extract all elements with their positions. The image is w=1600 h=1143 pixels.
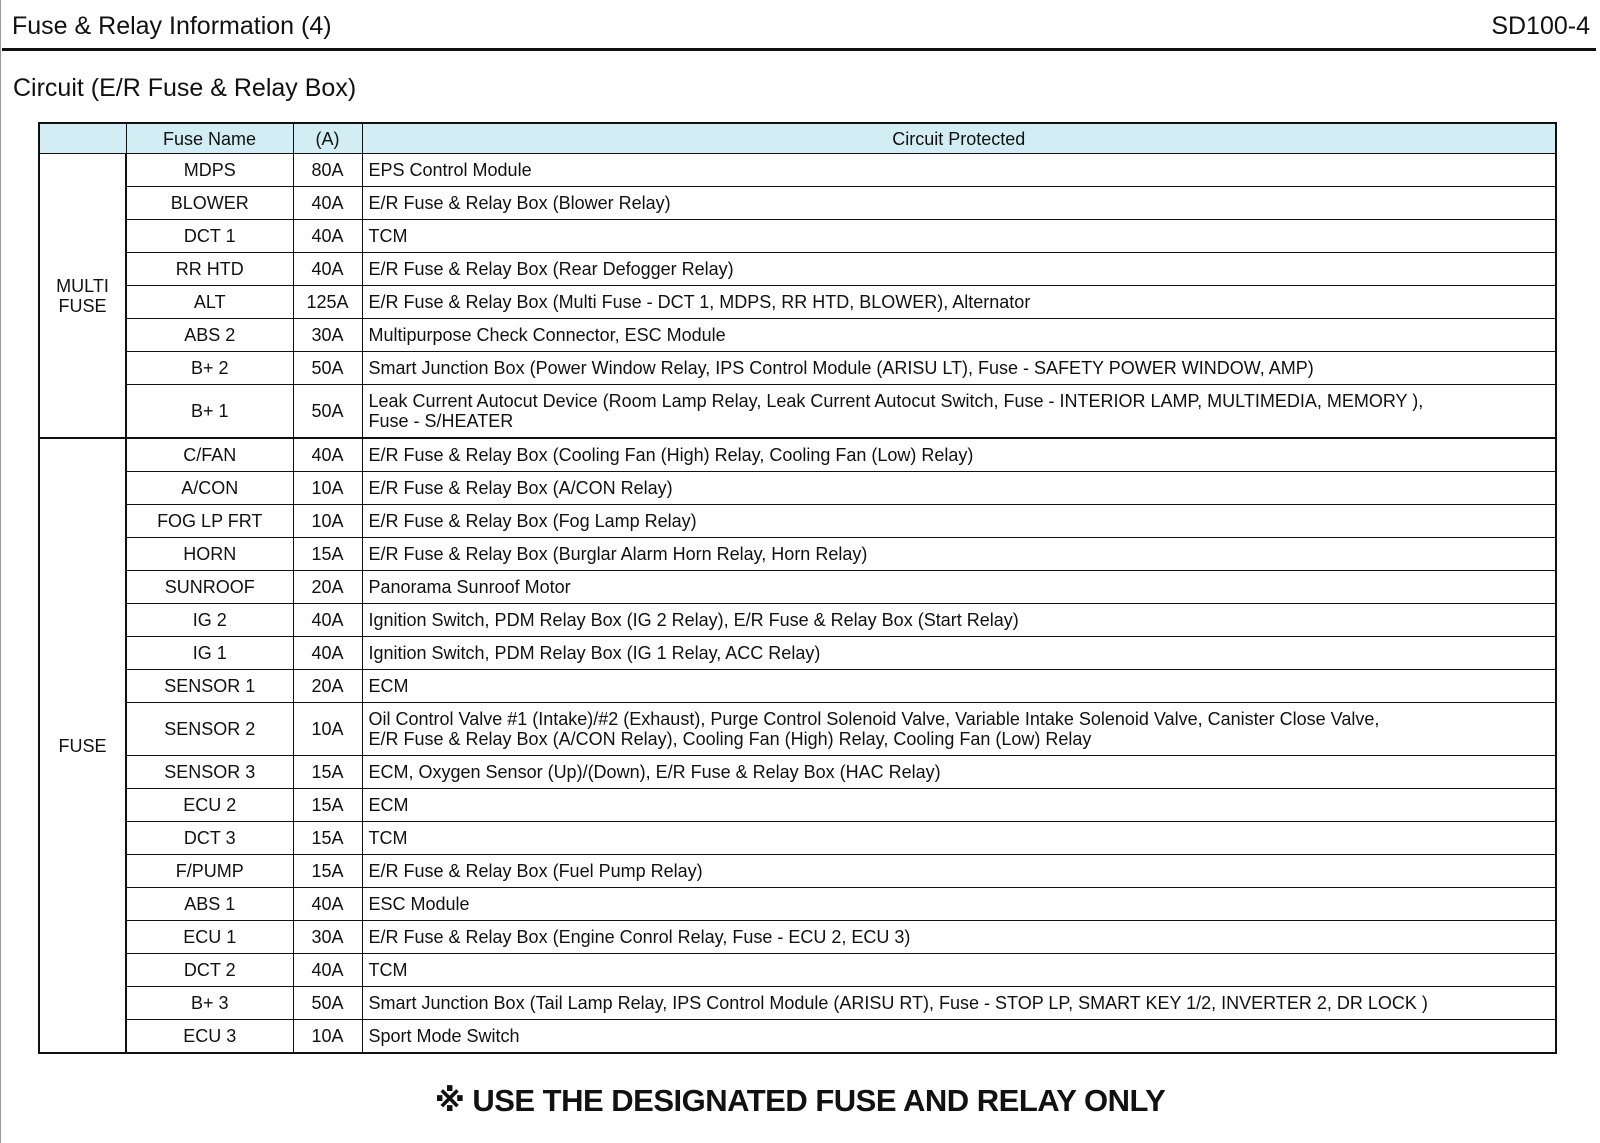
column-header-fuse-name: Fuse Name bbox=[126, 123, 293, 154]
circuit-protected-cell bbox=[362, 756, 1556, 789]
fuse-name-cell: C/FAN bbox=[126, 438, 293, 472]
amperage-cell: 10A bbox=[293, 505, 362, 538]
amperage-cell: 15A bbox=[293, 538, 362, 571]
fuse-name-cell: ABS 2 bbox=[126, 319, 293, 352]
fuse-name-cell: ALT bbox=[126, 286, 293, 319]
circuit-line: Panorama Sunroof Motor bbox=[368, 577, 571, 597]
circuit-protected-cell bbox=[362, 220, 1556, 253]
circuit-protected-cell bbox=[362, 954, 1556, 987]
group-label-line: FUSE bbox=[58, 295, 107, 316]
circuit-protected-cell bbox=[362, 1020, 1556, 1054]
circuit-protected-cell bbox=[362, 352, 1556, 385]
amperage-cell: 40A bbox=[293, 438, 362, 472]
circuit-line: E/R Fuse & Relay Box (Fog Lamp Relay) bbox=[368, 511, 697, 531]
fuse-name-cell: DCT 1 bbox=[126, 220, 293, 253]
circuit-protected-cell bbox=[362, 472, 1556, 505]
amperage-cell: 20A bbox=[293, 571, 362, 604]
amperage-cell: 40A bbox=[293, 220, 362, 253]
table-row bbox=[39, 438, 1556, 472]
circuit-protected-cell bbox=[362, 438, 1556, 472]
table-row bbox=[39, 921, 1556, 954]
table-row bbox=[39, 756, 1556, 789]
circuit-protected-cell bbox=[362, 253, 1556, 286]
circuit-line: Ignition Switch, PDM Relay Box (IG 2 Relay), E/R Fuse & Relay Box (Start Relay) bbox=[368, 610, 1019, 630]
circuit-line: Ignition Switch, PDM Relay Box (IG 1 Relay, ACC Relay) bbox=[368, 643, 821, 663]
fuse-table-body bbox=[39, 154, 1556, 1054]
circuit-protected-cell bbox=[362, 822, 1556, 855]
circuit-line: EPS Control Module bbox=[368, 160, 532, 180]
amperage-cell: 10A bbox=[293, 472, 362, 505]
fuse-name-cell: B+ 2 bbox=[126, 352, 293, 385]
table-row bbox=[39, 253, 1556, 286]
amperage-cell: 15A bbox=[293, 756, 362, 789]
circuit-protected-cell bbox=[362, 921, 1556, 954]
column-header-amperage: (A) bbox=[293, 123, 362, 154]
group-label-line: MULTI bbox=[56, 275, 109, 296]
circuit-line: E/R Fuse & Relay Box (Fuel Pump Relay) bbox=[368, 861, 703, 881]
circuit-line: E/R Fuse & Relay Box (A/CON Relay) bbox=[368, 478, 673, 498]
table-header-row bbox=[39, 123, 1556, 154]
amperage-cell: 10A bbox=[293, 703, 362, 756]
table-row bbox=[39, 154, 1556, 187]
fuse-name-cell: SUNROOF bbox=[126, 571, 293, 604]
table-row bbox=[39, 385, 1556, 439]
fuse-name-cell: ECU 1 bbox=[126, 921, 293, 954]
fuse-name-cell: SENSOR 1 bbox=[126, 670, 293, 703]
amperage-cell: 15A bbox=[293, 822, 362, 855]
circuit-line: E/R Fuse & Relay Box (Engine Conrol Relay, Fuse - ECU 2, ECU 3) bbox=[368, 927, 911, 947]
fuse-table bbox=[38, 122, 1557, 1054]
column-header-circuit-protected: Circuit Protected bbox=[362, 123, 1556, 154]
amperage-cell: 40A bbox=[293, 888, 362, 921]
table-row bbox=[39, 319, 1556, 352]
page-frame bbox=[0, 0, 1, 1143]
circuit-protected-cell bbox=[362, 154, 1556, 187]
fuse-name-cell: SENSOR 3 bbox=[126, 756, 293, 789]
table-row bbox=[39, 637, 1556, 670]
amperage-cell: 40A bbox=[293, 253, 362, 286]
table-row bbox=[39, 538, 1556, 571]
fuse-name-cell: BLOWER bbox=[126, 187, 293, 220]
table-row bbox=[39, 1020, 1556, 1054]
circuit-protected-cell bbox=[362, 855, 1556, 888]
fuse-name-cell: A/CON bbox=[126, 472, 293, 505]
circuit-line: Sport Mode Switch bbox=[368, 1026, 520, 1046]
circuit-line: Oil Control Valve #1 (Intake)/#2 (Exhaust), Purge Control Solenoid Valve, Variable Intake Solenoid Valve, Canister Close Valve, bbox=[368, 709, 1380, 729]
amperage-cell: 10A bbox=[293, 1020, 362, 1054]
amperage-cell: 20A bbox=[293, 670, 362, 703]
table-row bbox=[39, 987, 1556, 1020]
circuit-protected-cell bbox=[362, 703, 1556, 756]
amperage-cell: 50A bbox=[293, 987, 362, 1020]
fuse-name-cell: ECU 3 bbox=[126, 1020, 293, 1054]
circuit-line: TCM bbox=[368, 226, 408, 246]
circuit-line: Smart Junction Box (Tail Lamp Relay, IPS Control Module (ARISU RT), Fuse - STOP LP, SMART KEY 1/2, INVERTER 2, DR LOCK ) bbox=[368, 993, 1428, 1013]
circuit-protected-cell bbox=[362, 670, 1556, 703]
circuit-line: E/R Fuse & Relay Box (Cooling Fan (High) Relay, Cooling Fan (Low) Relay) bbox=[368, 445, 974, 465]
circuit-protected-cell bbox=[362, 987, 1556, 1020]
circuit-line: E/R Fuse & Relay Box (Multi Fuse - DCT 1, MDPS, RR HTD, BLOWER), Alternator bbox=[368, 292, 1031, 312]
circuit-line: E/R Fuse & Relay Box (Burglar Alarm Horn Relay, Horn Relay) bbox=[368, 544, 868, 564]
fuse-name-cell: HORN bbox=[126, 538, 293, 571]
table-row bbox=[39, 571, 1556, 604]
amperage-cell: 80A bbox=[293, 154, 362, 187]
amperage-cell: 50A bbox=[293, 385, 362, 439]
circuit-protected-cell bbox=[362, 789, 1556, 822]
amperage-cell: 15A bbox=[293, 855, 362, 888]
circuit-protected-cell bbox=[362, 187, 1556, 220]
table-row bbox=[39, 855, 1556, 888]
fuse-name-cell: FOG LP FRT bbox=[126, 505, 293, 538]
fuse-name-cell: F/PUMP bbox=[126, 855, 293, 888]
amperage-cell: 30A bbox=[293, 319, 362, 352]
section-title: Circuit (E/R Fuse & Relay Box) bbox=[13, 74, 357, 102]
amperage-cell: 30A bbox=[293, 921, 362, 954]
amperage-cell: 15A bbox=[293, 789, 362, 822]
table-row bbox=[39, 352, 1556, 385]
amperage-cell: 50A bbox=[293, 352, 362, 385]
circuit-protected-cell bbox=[362, 385, 1556, 439]
amperage-cell: 40A bbox=[293, 187, 362, 220]
table-row bbox=[39, 888, 1556, 921]
page-header bbox=[2, 0, 1596, 51]
fuse-name-cell: DCT 3 bbox=[126, 822, 293, 855]
circuit-protected-cell bbox=[362, 637, 1556, 670]
circuit-protected-cell bbox=[362, 888, 1556, 921]
circuit-protected-cell bbox=[362, 286, 1556, 319]
circuit-line: Leak Current Autocut Device (Room Lamp Relay, Leak Current Autocut Switch, Fuse - INTERIOR LAMP, MULTIMEDIA, MEMORY ), bbox=[368, 391, 1424, 411]
circuit-line: Smart Junction Box (Power Window Relay, IPS Control Module (ARISU LT), Fuse - SAFETY POWER WINDOW, AMP) bbox=[368, 358, 1314, 378]
table-row bbox=[39, 670, 1556, 703]
table-row bbox=[39, 472, 1556, 505]
fuse-name-cell: ECU 2 bbox=[126, 789, 293, 822]
fuse-name-cell: DCT 2 bbox=[126, 954, 293, 987]
table-row bbox=[39, 220, 1556, 253]
fuse-name-cell: B+ 3 bbox=[126, 987, 293, 1020]
page-title: Fuse & Relay Information (4) bbox=[12, 12, 332, 40]
table-row bbox=[39, 822, 1556, 855]
circuit-protected-cell bbox=[362, 538, 1556, 571]
table-row bbox=[39, 187, 1556, 220]
group-label bbox=[39, 438, 126, 1053]
table-row bbox=[39, 703, 1556, 756]
amperage-cell: 40A bbox=[293, 954, 362, 987]
amperage-cell: 40A bbox=[293, 604, 362, 637]
circuit-line: ECM bbox=[368, 676, 409, 696]
table-row bbox=[39, 954, 1556, 987]
table-row bbox=[39, 505, 1556, 538]
fuse-name-cell: SENSOR 2 bbox=[126, 703, 293, 756]
note-text: USE THE DESIGNATED FUSE AND RELAY ONLY bbox=[472, 1083, 1166, 1118]
group-label-line: FUSE bbox=[58, 735, 107, 756]
fuse-name-cell: IG 2 bbox=[126, 604, 293, 637]
circuit-line: E/R Fuse & Relay Box (Blower Relay) bbox=[368, 193, 671, 213]
circuit-protected-cell bbox=[362, 604, 1556, 637]
group-label bbox=[39, 154, 126, 439]
fuse-name-cell: IG 1 bbox=[126, 637, 293, 670]
circuit-line: TCM bbox=[368, 960, 408, 980]
amperage-cell: 125A bbox=[293, 286, 362, 319]
table-row bbox=[39, 789, 1556, 822]
circuit-line: Fuse - S/HEATER bbox=[368, 411, 514, 431]
designated-fuse-note bbox=[0, 1083, 1600, 1119]
circuit-line: ESC Module bbox=[368, 894, 470, 914]
reference-mark-icon: ※ bbox=[434, 1083, 465, 1118]
column-header-group bbox=[39, 123, 126, 154]
fuse-name-cell: B+ 1 bbox=[126, 385, 293, 439]
circuit-line: Multipurpose Check Connector, ESC Module bbox=[368, 325, 726, 345]
circuit-line: ECM bbox=[368, 795, 409, 815]
circuit-line: E/R Fuse & Relay Box (A/CON Relay), Cooling Fan (High) Relay, Cooling Fan (Low) Relay bbox=[368, 729, 1092, 749]
fuse-name-cell: RR HTD bbox=[126, 253, 293, 286]
fuse-name-cell: MDPS bbox=[126, 154, 293, 187]
amperage-cell: 40A bbox=[293, 637, 362, 670]
circuit-protected-cell bbox=[362, 505, 1556, 538]
table-row bbox=[39, 604, 1556, 637]
table-row bbox=[39, 286, 1556, 319]
circuit-protected-cell bbox=[362, 571, 1556, 604]
circuit-line: E/R Fuse & Relay Box (Rear Defogger Relay) bbox=[368, 259, 734, 279]
page-code: SD100-4 bbox=[1491, 12, 1590, 40]
fuse-name-cell: ABS 1 bbox=[126, 888, 293, 921]
circuit-line: TCM bbox=[368, 828, 408, 848]
circuit-line: ECM, Oxygen Sensor (Up)/(Down), E/R Fuse & Relay Box (HAC Relay) bbox=[368, 762, 941, 782]
circuit-protected-cell bbox=[362, 319, 1556, 352]
